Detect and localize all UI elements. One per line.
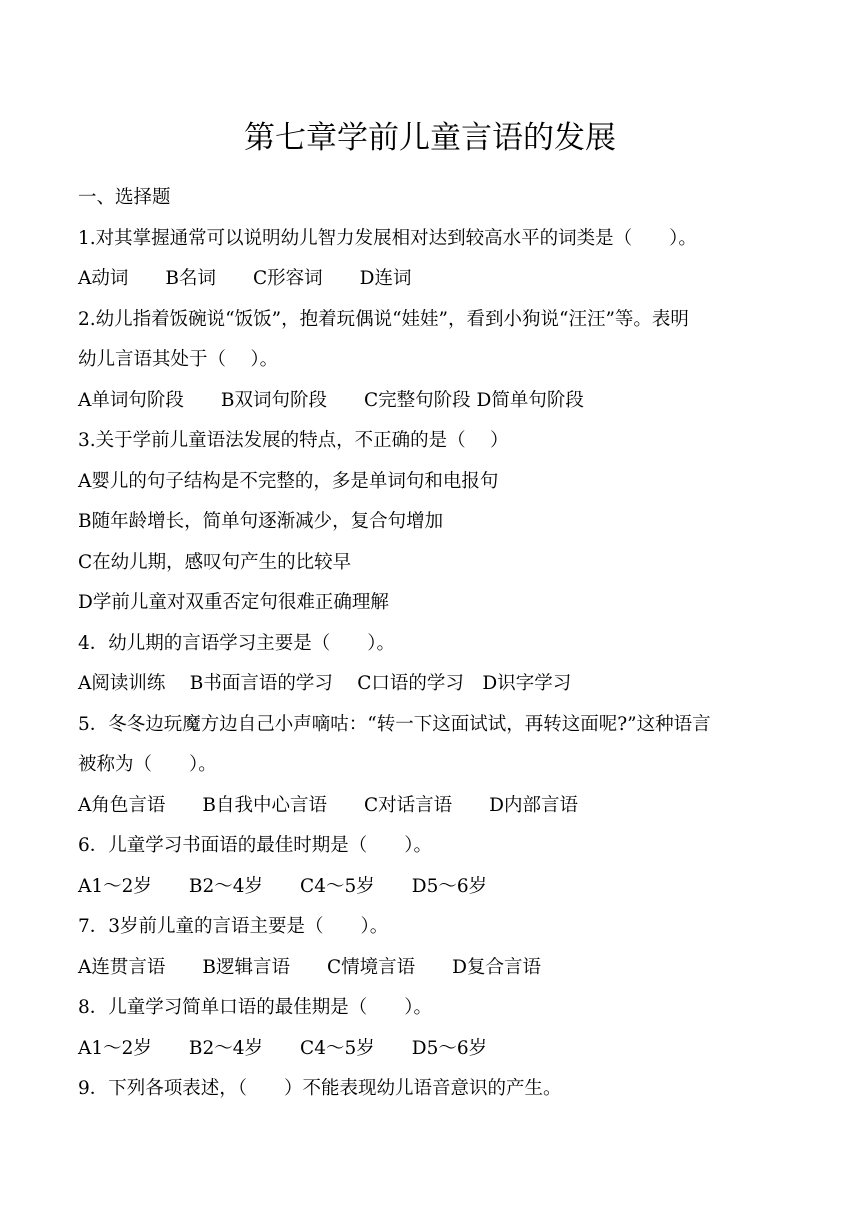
- question-5-options: A角色言语 B自我中心言语 C对话言语 D内部言语: [78, 794, 578, 816]
- question-2-continued: 幼儿言语其处于（ ）。: [78, 349, 279, 370]
- document-body: [78, 178, 798, 1110]
- question-7: 7．3岁前儿童的言语主要是（ ）。: [78, 916, 389, 937]
- page-title: 第七章学前儿童言语的发展: [244, 120, 616, 156]
- question-3-option-d: D学前儿童对双重否定句很难正确理解: [78, 592, 389, 613]
- question-3: 3.关于学前儿童语法发展的特点，不正确的是（ ）: [78, 430, 509, 451]
- question-3-option-c: C在幼儿期，感叹句产生的比较早: [78, 551, 352, 573]
- question-3-option-a: A婴儿的句子结构是不完整的，多是单词句和电报句: [78, 470, 499, 492]
- question-3-option-b: B随年龄增长，简单句逐渐减少，复合句增加: [78, 511, 444, 532]
- question-4-options: A阅读训练 B书面言语的学习 C口语的学习 D识字学习: [78, 673, 572, 694]
- question-2-options: A单词句阶段 B双词句阶段 C完整句阶段 D简单句阶段: [78, 389, 584, 411]
- question-8-options: A1～2岁 B2～4岁 C4～5岁 D5～6岁: [78, 1037, 488, 1059]
- question-8: 8．儿童学习简单口语的最佳期是（ ）。: [78, 997, 433, 1018]
- question-6: 6．儿童学习书面语的最佳时期是（ ）。: [78, 835, 433, 856]
- question-1: 1.对其掌握通常可以说明幼儿智力发展相对达到较高水平的词类是（ ）。: [78, 227, 697, 249]
- question-9: 9．下列各项表述，（ ）不能表现幼儿语音意识的产生。: [78, 1078, 562, 1099]
- question-5-continued: 被称为（ ）。: [78, 754, 217, 775]
- question-2: 2.幼儿指着饭碗说“饭饭”，抱着玩偶说“娃娃”，看到小狗说“汪汪”等。表明: [78, 308, 689, 330]
- question-1-options: A动词 B名词 C形容词 D连词: [78, 268, 412, 289]
- question-6-options: A1～2岁 B2～4岁 C4～5岁 D5～6岁: [78, 875, 488, 897]
- question-7-options: A连贯言语 B逻辑言语 C情境言语 D复合言语: [78, 956, 541, 978]
- question-5: 5．冬冬边玩魔方边自己小声嘀咕：“转一下这面试试，再转这面呢?”这种语言: [78, 713, 711, 735]
- question-4: 4．幼儿期的言语学习主要是（ ）。: [78, 632, 396, 654]
- section-heading: 一、选择题: [78, 187, 171, 208]
